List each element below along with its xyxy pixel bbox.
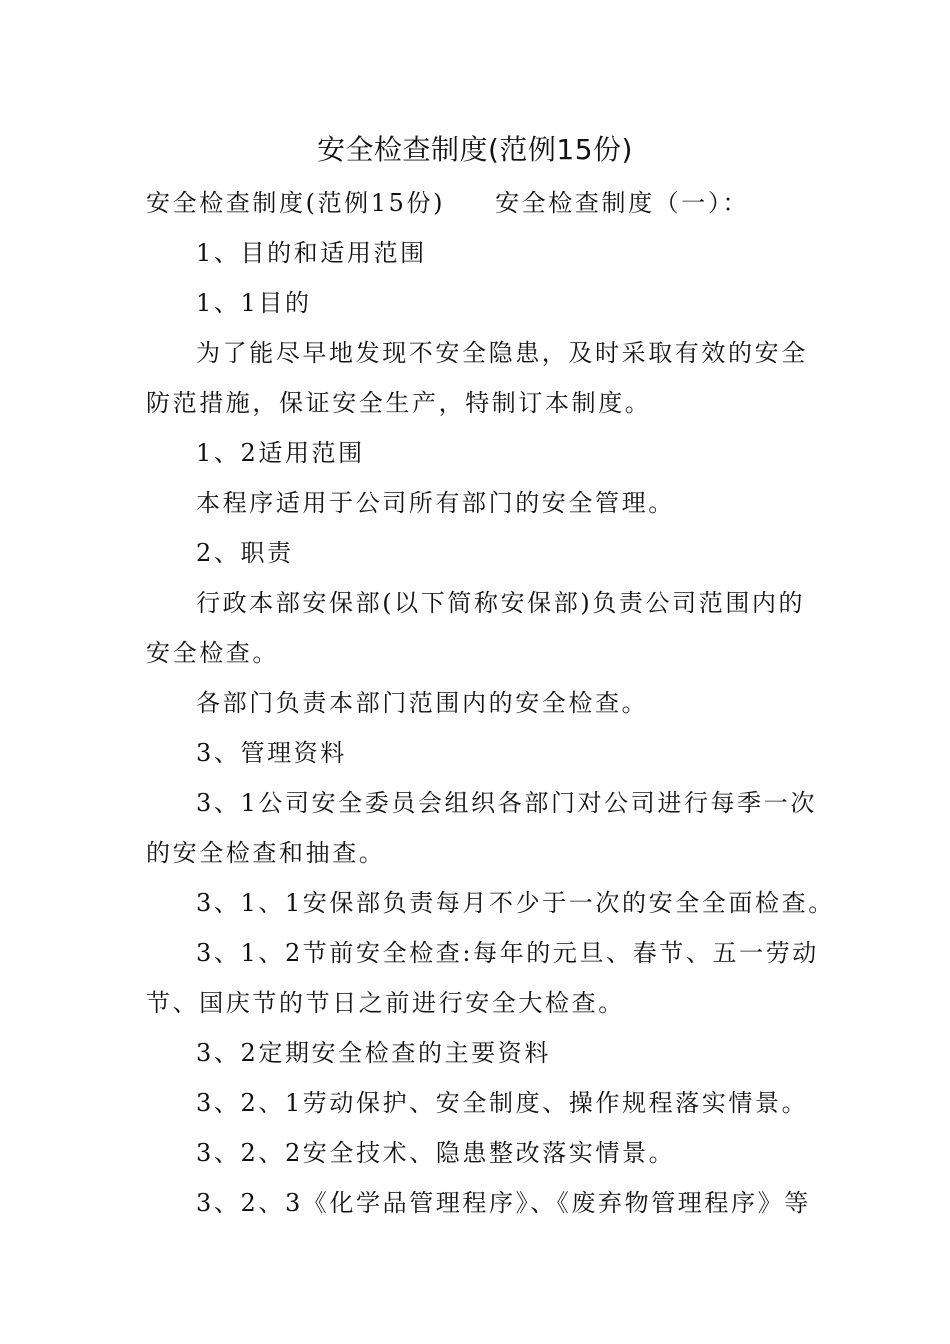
paragraph-line: 3、2定期安全检查的主要资料 [196,1039,551,1067]
document-title: 安全检查制度(范例15份) [317,133,633,166]
paragraph-line: 行政本部安保部(以下简称安保部)负责公司范围内的 [196,589,806,617]
paragraph-line: 3、1、1安保部负责每月不少于一次的安全全面检查。 [196,889,835,917]
paragraph-line: 2、职责 [196,539,294,567]
paragraph-line: 3、管理资料 [196,739,347,767]
paragraph-line: 3、1公司安全委员会组织各部门对公司进行每季一次 [196,789,817,817]
intro-right-text: 安全检查制度（一）： [495,189,750,217]
paragraph-continuation-line: 的安全检查和抽查。 [146,839,386,867]
paragraph-line: 为了能尽早地发现不安全隐患，及时采取有效的安全 [196,339,808,367]
paragraph-continuation-line: 节、国庆节的节日之前进行安全大检查。 [146,989,625,1017]
paragraph-line: 3、2、1劳动保护、安全制度、操作规程落实情景。 [196,1089,809,1117]
document-body [146,178,835,1228]
paragraph-continuation-line: 安全检查。 [146,639,279,667]
paragraph-line: 本程序适用于公司所有部门的安全管理。 [196,489,675,517]
intro-left-text: 安全检查制度(范例15份) [146,189,446,217]
intro-line [146,178,806,228]
paragraph-line: 3、1、2节前安全检查:每年的元旦、春节、五一劳动 [196,939,819,967]
paragraph-line: 各部门负责本部门范围内的安全检查。 [196,689,649,717]
paragraph-line: 1、目的和适用范围 [196,239,427,267]
paragraph-line: 1、1目的 [196,289,312,317]
paragraph-line: 3、2、3《化学品管理程序》、《废弃物管理程序》等 [196,1189,811,1217]
paragraph-line: 1、2适用范围 [196,439,365,467]
paragraph-continuation-line: 防范措施，保证安全生产，特制订本制度。 [146,389,652,417]
paragraph-line: 3、2、2安全技术、隐患整改落实情景。 [196,1139,676,1167]
